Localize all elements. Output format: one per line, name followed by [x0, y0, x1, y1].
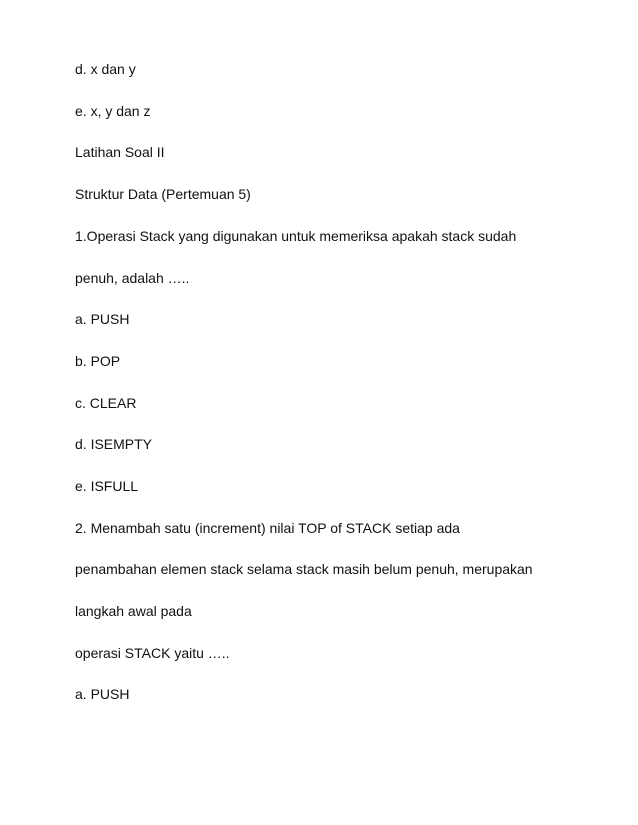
question-2-line-2: penambahan elemen stack selama stack masih belum penuh, merupakan: [75, 561, 533, 577]
question-1-option-a: a. PUSH: [75, 311, 130, 327]
question-1-option-c: c. CLEAR: [75, 395, 137, 411]
section-subtitle: Struktur Data (Pertemuan 5): [75, 186, 251, 202]
question-2-line-1: 2. Menambah satu (increment) nilai TOP of STACK setiap ada: [75, 520, 460, 536]
option-d-previous: d. x dan y: [75, 61, 136, 77]
question-1-option-d: d. ISEMPTY: [75, 436, 153, 452]
question-1-line-2: penuh, adalah …..: [75, 270, 190, 286]
option-e-previous: e. x, y dan z: [75, 103, 151, 119]
question-1-option-b: b. POP: [75, 353, 121, 369]
question-1-option-e: e. ISFULL: [75, 478, 139, 494]
question-1-line-1: 1.Operasi Stack yang digunakan untuk memeriksa apakah stack sudah: [75, 228, 517, 244]
section-title: Latihan Soal II: [75, 144, 165, 160]
question-2-line-3: langkah awal pada: [75, 603, 192, 619]
question-2-line-4: operasi STACK yaitu …..: [75, 645, 230, 661]
question-2-option-a: a. PUSH: [75, 686, 130, 702]
